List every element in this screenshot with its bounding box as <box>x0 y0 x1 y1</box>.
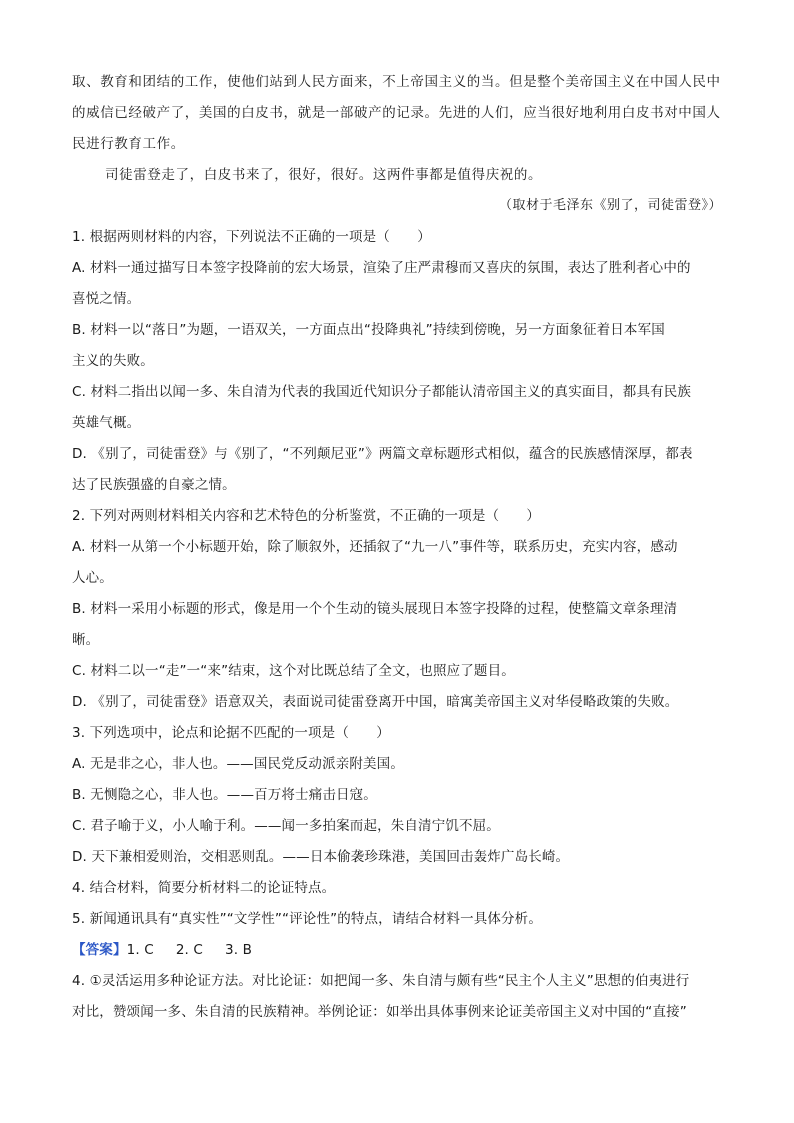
question-line: 4. 结合材料，简要分析材料二的论证特点。 <box>72 880 336 896</box>
question-line: B. 无恻隐之心，非人也。——百万将士痛击日寇。 <box>72 787 377 803</box>
explanation-line: 对比，赞颂闻一多、朱自清的民族精神。举例论证：如举出具体事例来论证美帝国主义对中国的“直接” <box>72 1004 687 1020</box>
question-line: D. 《别了，司徒雷登》语意双关，表面说司徒雷登离开中国，暗寓美帝国主义对华侵略政策的失败。 <box>72 694 679 710</box>
question-line: 主义的失败。 <box>72 353 154 369</box>
question-line: B. 材料一采用小标题的形式，像是用一个个生动的镜头展现日本签字投降的过程，使整篇文章条理清 <box>72 601 678 617</box>
question-line: 1. 根据两则材料的内容，下列说法不正确的一项是（ ） <box>72 229 431 245</box>
question-line: A. 材料一从第一个小标题开始，除了顺叙外，还插叙了“九一八”事件等，联系历史，充实内容，感动 <box>72 539 678 555</box>
question-line: C. 材料二以一“走”一“来”结束，这个对比既总结了全文，也照应了题目。 <box>72 663 515 679</box>
question-line: C. 君子喻于义，小人喻于利。——闻一多拍案而起，朱自清宁饥不屈。 <box>72 818 500 834</box>
question-line: A. 材料一通过描写日本签字投降前的宏大场景，渲染了庄严肃穆而又喜庆的氛围，表达了胜利者心中的 <box>72 260 691 276</box>
answer-item: 1. C <box>126 942 154 958</box>
passage-closing: 司徒雷登走了，白皮书来了，很好，很好。这两件事都是值得庆祝的。 <box>105 167 543 183</box>
question-line: 2. 下列对两则材料相关内容和艺术特色的分析鉴赏，不正确的一项是（ ） <box>72 508 541 524</box>
question-line: D. 《别了，司徒雷登》与《别了，“不列颠尼亚”》两篇文章标题形式相似，蕴含的民族感情深厚，都表 <box>72 446 693 462</box>
passage-line: 的威信已经破产了，美国的白皮书，就是一部破产的记录。先进的人们，应当很好地利用白皮书对中国人 <box>72 105 721 121</box>
question-line: 3. 下列选项中，论点和论据不匹配的一项是（ ） <box>72 725 390 741</box>
question-line: 晰。 <box>72 632 100 648</box>
question-line: A. 无是非之心，非人也。——国民党反动派亲附美国。 <box>72 756 404 772</box>
question-line: 5. 新闻通讯具有“真实性”“文学性”“评论性”的特点，请结合材料一具体分析。 <box>72 911 542 927</box>
question-line: 达了民族强盛的自豪之情。 <box>72 477 236 493</box>
answer-tag: 【答案】 <box>72 942 127 958</box>
answer-item: 2. C <box>175 942 204 958</box>
answer-item: 3. B <box>225 942 253 958</box>
passage-line: 取、教育和团结的工作，使他们站到人民方面来，不上帝国主义的当。但是整个美帝国主义在中国人民中 <box>72 74 721 90</box>
question-line: D. 天下兼相爱则治，交相恶则乱。——日本偷袭珍珠港，美国回击轰炸广岛长崎。 <box>72 849 570 865</box>
question-line: 人心。 <box>72 570 113 586</box>
answer-line <box>72 938 252 958</box>
passage-line: 民进行教育工作。 <box>72 136 185 152</box>
passage-source: （取材于毛泽东《别了，司徒雷登》） <box>498 198 722 213</box>
question-line: 英雄气概。 <box>72 415 141 431</box>
question-line: B. 材料一以“落日”为题，一语双关，一方面点出“投降典礼”持续到傍晚，另一方面象征着日本军国 <box>72 322 665 338</box>
question-line: C. 材料二指出以闻一多、朱自清为代表的我国近代知识分子都能认清帝国主义的真实面目，都具有民族 <box>72 384 692 400</box>
question-line: 喜悦之情。 <box>72 291 141 307</box>
explanation-line: 4. ①灵活运用多种论证方法。对比论证：如把闻一多、朱自清与颇有些“民主个人主义”思想的伯夷进行 <box>72 973 690 989</box>
